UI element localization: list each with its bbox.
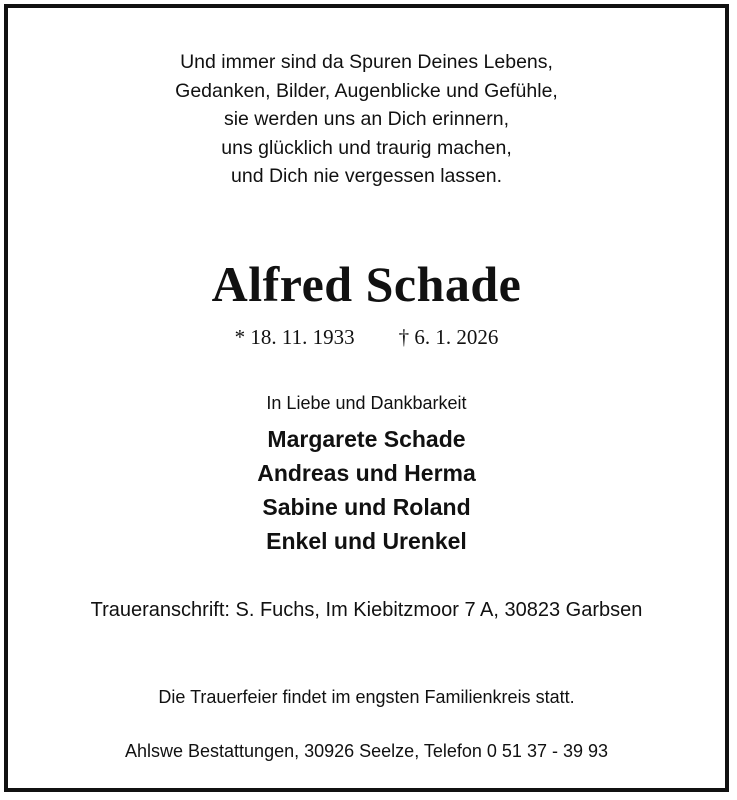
- funeral-note: Die Trauerfeier findet im engsten Familienkreis statt.: [158, 687, 575, 707]
- verse-line: Gedanken, Bilder, Augenblicke und Gefühle,: [175, 79, 558, 102]
- death-date: † 6. 1. 2026: [398, 325, 499, 349]
- obituary-frame: [4, 4, 729, 792]
- mourning-address: Traueranschrift: S. Fuchs, Im Kiebitzmoor 7 A, 30823 Garbsen: [90, 599, 643, 621]
- life-dates: [8, 322, 725, 352]
- mourners-list: [8, 422, 725, 558]
- memorial-verse: [8, 48, 725, 191]
- mourner-name: Sabine und Roland: [262, 494, 471, 520]
- verse-line: sie werden uns an Dich erinnern,: [223, 108, 510, 130]
- mourner-name: Margarete Schade: [267, 426, 466, 452]
- verse-line: uns glücklich und traurig machen,: [221, 136, 512, 159]
- verse-line: und Dich nie vergessen lassen.: [231, 165, 502, 187]
- undertaker-info: Ahlswe Bestattungen, 30926 Seelze, Telefon 0 51 37 - 39 93: [124, 741, 609, 761]
- mourner-name: Andreas und Herma: [257, 460, 476, 486]
- verse-line: Und immer sind da Spuren Deines Lebens,: [180, 51, 553, 73]
- birth-date: * 18. 11. 1933: [234, 325, 355, 349]
- deceased-name: Alfred Schade: [211, 256, 522, 312]
- mourners-intro: In Liebe und Dankbarkeit: [266, 393, 467, 413]
- mourner-name: Enkel und Urenkel: [266, 528, 467, 554]
